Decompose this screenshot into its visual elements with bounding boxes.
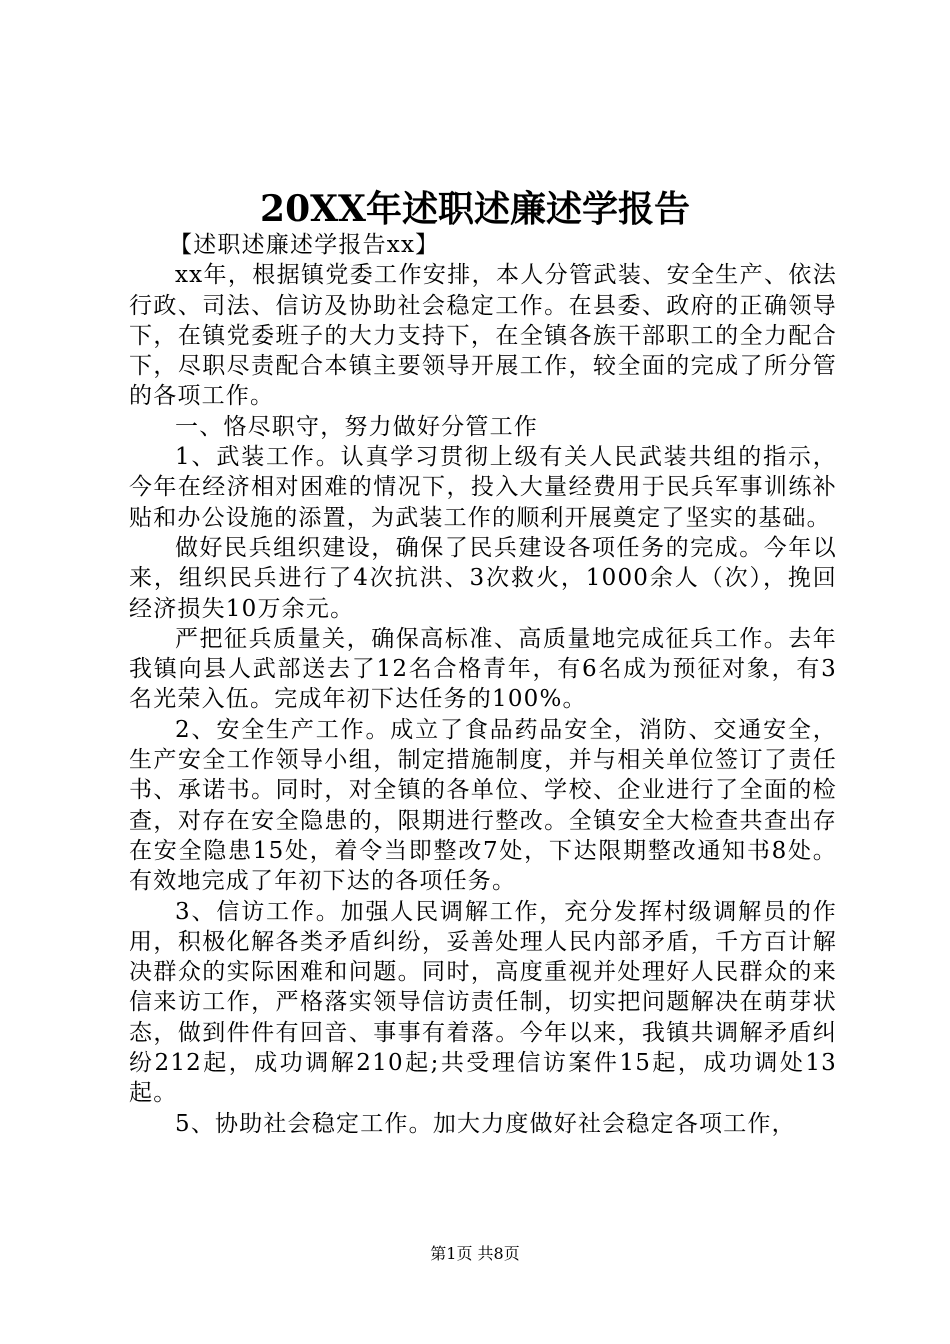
page-number-footer: 第1页 共8页 xyxy=(430,1244,520,1263)
document-body xyxy=(129,230,837,1139)
paragraph-armed-forces: 1、武装工作。认真学习贯彻上级有关人民武装共组的指示，今年在经济相对困难的情况下，投入大量经费用于民兵军事训练补贴和办公设施的添置，为武装工作的顺利开展奠定了坚实的基础。 xyxy=(129,444,837,531)
paragraph-section-1: 一、恪尽职守，努力做好分管工作 xyxy=(175,413,538,440)
document-title: 20XX年述职述廉述学报告 xyxy=(260,188,690,230)
paragraph-intro: xx年，根据镇党委工作安排，本人分管武装、安全生产、依法行政、司法、信访及协助社会稳定工作。在县委、政府的正确领导下，在镇党委班子的大力支持下，在全镇各族干部职工的全力配合下，尽职尽责配合本镇主要领导开展工作，较全面的完成了所分管的各项工作。 xyxy=(129,262,837,410)
paragraph-safety: 2、安全生产工作。成立了食品药品安全，消防、交通安全，生产安全工作领导小组，制定措施制度，并与相关单位签订了责任书、承诺书。同时，对全镇的各单位、学校、企业进行了全面的检查，对存在安全隐患的，限期进行整改。全镇安全大检查共查出存在安全隐患15处，着令当即整改7处，下达限期整改通知书8处。有效地完成了年初下达的各项任务。 xyxy=(129,716,837,895)
paragraph-recruitment: 严把征兵质量关，确保高标准、高质量地完成征兵工作。去年我镇向县人武部送去了12名合格青年，有6名成为预征对象，有3名光荣入伍。完成年初下达任务的100%。 xyxy=(129,625,837,713)
paragraph-stability: 5、协助社会稳定工作。加大力度做好社会稳定各项工作， xyxy=(175,1110,796,1137)
paragraph-petition: 3、信访工作。加强人民调解工作，充分发挥村级调解员的作用，积极化解各类矛盾纠纷，妥善处理人民内部矛盾，千方百计解决群众的实际困难和问题。同时，高度重视并处理好人民群众的来信来访工作，严格落实领导信访责任制，切实把问题解决在萌芽状态，做到件件有回音、事事有着落。今年以来，我镇共调解矛盾纠纷212起，成功调解210起;共受理信访案件15起，成功调处13起。 xyxy=(129,898,837,1107)
paragraph-heading-tag: 【述职述廉述学报告xx】 xyxy=(169,232,440,258)
paragraph-militia: 做好民兵组织建设，确保了民兵建设各项任务的完成。今年以来，组织民兵进行了4次抗洪、3次救火，1000余人（次），挽回经济损失10万余元。 xyxy=(129,534,837,622)
